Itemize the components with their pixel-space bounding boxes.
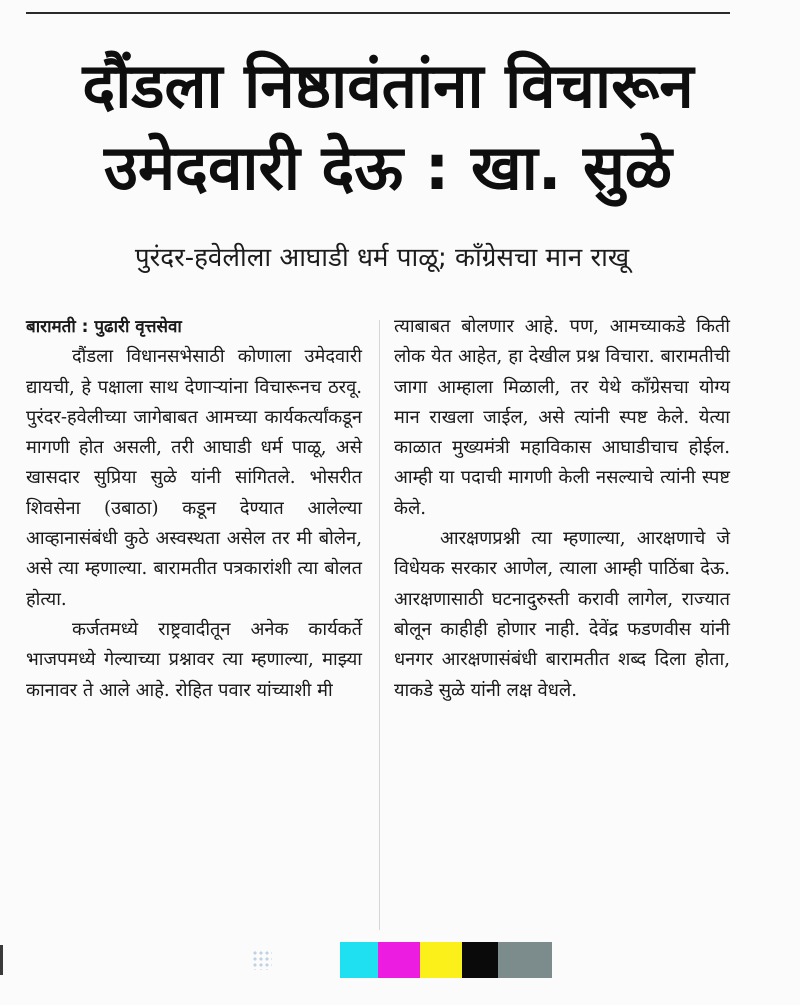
top-rule — [26, 12, 730, 14]
edge-mark — [0, 945, 3, 975]
print-color-bar — [340, 942, 552, 978]
color-swatch-magenta — [378, 942, 420, 978]
subheadline: पुरंदर-हवेलीला आघाडी धर्म पाळू; काँग्रेसचा मान राखू — [134, 243, 630, 273]
dateline-paragraph — [26, 312, 362, 342]
color-swatch-gray — [498, 942, 552, 978]
color-swatch-yellow — [420, 942, 462, 978]
headline-line-1: दौंडला निष्ठावंतांना विचारून — [82, 49, 694, 122]
headline-line-2: उमेदवारी देऊ : खा. सुळे — [103, 131, 672, 204]
article-paragraph: आरक्षणप्रश्नी त्या म्हणाल्या, आरक्षणाचे जे विधेयक सरकार आणेल, त्याला आम्ही पाठिंबा देऊ. आरक्षणासाठी घटनादुरुस्ती करावी लागेल, राज्यात बोलून काहीही होणार नाही. देवेंद्र फडणवीस यांनी धनगर आरक्षणासंबंधी बारामतीत शब्द दिला होता, याकडे सुळे यांनी लक्ष वेधले. — [394, 528, 730, 701]
registration-mark — [252, 950, 272, 970]
article-paragraph: कर्जतमध्ये राष्ट्रवादीतून अनेक कार्यकर्ते भाजपमध्ये गेल्याच्या प्रश्नावर त्या म्हणाल्या, माझ्या कानावर ते आले आहे. रोहित पवार यांच्याशी मी — [26, 618, 362, 701]
color-swatch-black — [462, 942, 498, 978]
article-paragraph: त्याबाबत बोलणार आहे. पण, आमच्याकडे किती लोक येत आहेत, हा देखील प्रश्न विचारा. बारामतीची जागा आम्हाला मिळाली, तर येथे काँग्रेसचा योग्य मान राखला जाईल, असे त्यांनी स्पष्ट केले. येत्या काळात मुख्यमंत्री महाविकास आघाडीचाच होईल. आम्ही या पदाची मागणी केली नसल्याचे त्यांनी स्पष्ट केले. — [394, 316, 730, 519]
column-divider — [379, 320, 380, 930]
headline — [18, 45, 758, 209]
article-column-right — [394, 312, 730, 706]
color-swatch-cyan — [340, 942, 378, 978]
article-body — [26, 312, 736, 942]
article-column-left — [26, 312, 362, 706]
dateline: बारामती : पुढारी वृत्तसेवा — [26, 317, 182, 337]
article-paragraph: दौंडला विधानसभेसाठी कोणाला उमेदवारी द्यायची, हे पक्षाला साथ देणाऱ्यांना विचारूनच ठरवू. पुरंदर-हवेलीच्या जागेबाबत आमच्या कार्यकर्त्यांकडून मागणी होत असली, तरी आघाडी धर्म पाळू, असे खासदार सुप्रिया सुळे यांनी सांगितले. भोसरीत शिवसेना (उबाठा) कडून देण्यात आलेल्या आव्हानासंबंधी कुठे अस्वस्थता असेल तर मी बोलेन, असे त्या म्हणाल्या. बारामतीत पत्रकारांशी त्या बोलत होत्या. — [26, 346, 362, 610]
